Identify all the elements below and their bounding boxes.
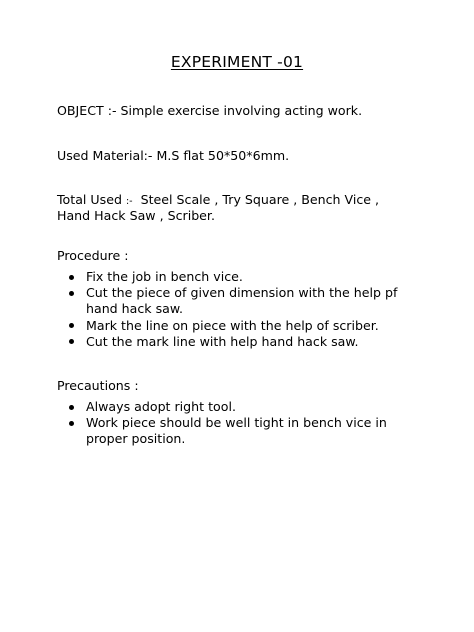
list-item-text: Cut the mark line with help hand hack saw. (86, 333, 359, 349)
total-used-line-2: Hand Hack Saw , Scriber. (57, 208, 215, 223)
list-item-text: Cut the piece of given dimension with the help pf (86, 285, 398, 301)
bullet-icon (69, 323, 74, 328)
bullet-icon (69, 291, 74, 296)
total-used-items: Steel Scale , Try Square , Bench Vice , (140, 192, 380, 207)
list-item (57, 399, 417, 415)
bullet-icon (69, 405, 74, 410)
list-item-text: Fix the job in bench vice. (86, 269, 243, 284)
used-material-line: Used Material:- M.S flat 50*50*6mm. (57, 148, 290, 163)
list-item (57, 318, 417, 334)
list-item (57, 334, 417, 350)
object-line: OBJECT :- Simple exercise involving acting work. (57, 103, 363, 118)
page-title: EXPERIMENT -01 (170, 53, 304, 71)
procedure-heading: Procedure : (57, 248, 129, 263)
precautions-heading: Precautions : (57, 378, 139, 393)
total-used-separator: :- (125, 196, 133, 207)
list-item-text-continued: hand hack saw. (86, 301, 184, 317)
list-item-text-continued: proper position. (86, 431, 186, 447)
bullet-icon (69, 275, 74, 280)
list-item (57, 415, 417, 447)
list-item-text: Work piece should be well tight in bench vice in (86, 415, 387, 431)
bullet-icon (69, 339, 74, 344)
list-item (57, 269, 417, 285)
total-used-label: Total Used (57, 192, 122, 207)
procedure-list (57, 269, 417, 350)
list-item-text: Mark the line on piece with the help of scriber. (86, 317, 379, 333)
bullet-icon (69, 421, 74, 426)
precautions-list (57, 399, 417, 448)
list-item-text: Always adopt right tool. (86, 399, 236, 414)
list-item (57, 285, 417, 317)
